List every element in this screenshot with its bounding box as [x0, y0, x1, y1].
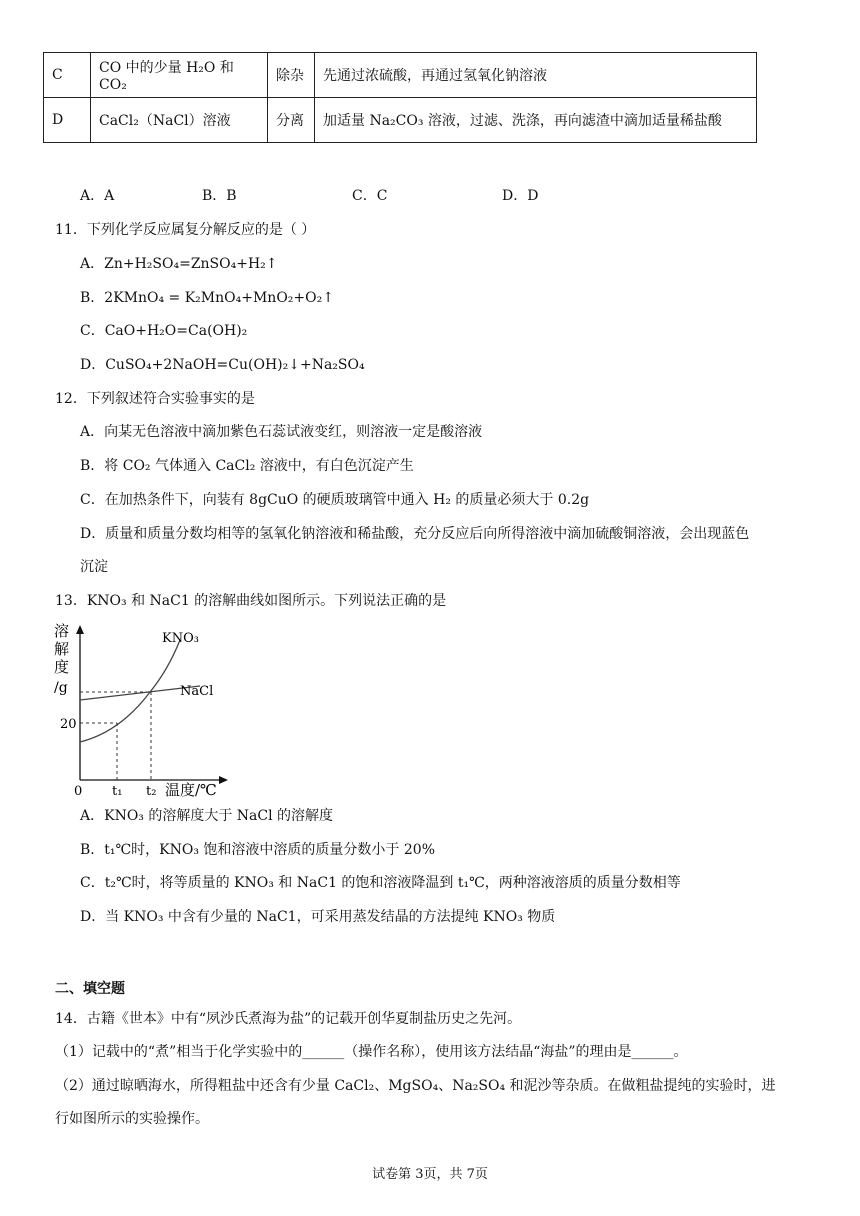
y-label-2: 解 — [54, 640, 70, 658]
q13-option-c: C．t₂℃时，将等质量的 KNO₃ 和 NaC1 的饱和溶液降温到 t₁℃，两种溶液溶质的质量分数相等 — [80, 875, 681, 891]
q12-option-d: D．质量和质量分数均相等的氢氧化钠溶液和稀盐酸，充分反应后向所得溶液中滴加硫酸铜溶液，会出现蓝色 — [80, 526, 750, 542]
table-row — [44, 98, 757, 143]
q11-option-d: D．CuSO₄+2NaOH=Cu(OH)₂↓+Na₂SO₄ — [80, 357, 365, 373]
row-method: 加适量 Na₂CO₃ 溶液，过滤、洗涤，再向滤渣中滴加适量稀盐酸 — [315, 98, 757, 143]
q14-part2: （2）通过晾晒海水，所得粗盐中还含有少量 CaCl₂、MgSO₄、Na₂SO₄ 和泥沙等杂质。在做粗盐提纯的实验时，进 — [55, 1078, 776, 1094]
q13-option-d: D．当 KNO₃ 中含有少量的 NaC1，可采用蒸发结晶的方法提纯 KNO₃ 物质 — [80, 909, 556, 925]
row-purpose: 除杂 — [268, 53, 315, 98]
q11-option-c: C．CaO+H₂O=Ca(OH)₂ — [80, 323, 248, 339]
row-letter: C — [44, 53, 91, 98]
row-letter: D — [44, 98, 91, 143]
origin-label: 0 — [74, 784, 83, 799]
experiment-table — [43, 52, 757, 143]
nacl-label: NaCl — [180, 684, 214, 699]
y-label-3: 度 — [54, 658, 70, 676]
q11-option-b: B．2KMnO₄ = K₂MnO₄+MnO₂+O₂↑ — [80, 290, 334, 306]
row-method: 先通过浓硫酸，再通过氢氧化钠溶液 — [315, 53, 757, 98]
table-row — [44, 53, 757, 98]
q10-option-c: C．C — [352, 188, 388, 204]
q10-option-b: B．B — [202, 188, 237, 204]
solubility-graph — [50, 620, 230, 800]
kno3-curve — [80, 640, 180, 742]
q14-part2-cont: 行如图所示的实验操作。 — [55, 1111, 209, 1127]
x-axis-label: 温度/℃ — [165, 781, 217, 799]
q12-option-a: A．向某无色溶液中滴加紫色石蕊试液变红，则溶液一定是酸溶液 — [80, 424, 483, 440]
t1-label: t₁ — [112, 784, 123, 799]
page-footer: 试卷第 3页，共 7页 — [372, 1167, 488, 1182]
q11-stem: 11．下列化学反应属复分解反应的是（ ） — [55, 222, 316, 238]
q14-stem: 14．古籍《世本》中有“夙沙氏煮海为盐”的记载开创华夏制盐历史之先河。 — [55, 1011, 522, 1027]
q12-stem: 12．下列叙述符合实验事实的是 — [55, 391, 255, 407]
q10-option-d: D．D — [502, 188, 539, 204]
q12-option-c: C．在加热条件下，向装有 8gCuO 的硬质玻璃管中通入 H₂ 的质量必须大于 0.2g — [80, 492, 590, 508]
y-label-1: 溶 — [54, 622, 70, 640]
q12-option-d-cont: 沉淀 — [80, 559, 108, 575]
y-tick-20: 20 — [60, 717, 77, 732]
q14-part1: （1）记载中的“煮”相当于化学实验中的______（操作名称），使用该方法结晶“海盐”的理由是______。 — [55, 1044, 688, 1060]
q13-stem: 13．KNO₃ 和 NaC1 的溶解曲线如图所示。下列说法正确的是 — [55, 593, 447, 609]
q13-option-a: A．KNO₃ 的溶解度大于 NaCl 的溶解度 — [80, 808, 334, 824]
q12-option-b: B．将 CO₂ 气体通入 CaCl₂ 溶液中，有白色沉淀产生 — [80, 458, 414, 474]
q10-option-a: A．A — [80, 188, 115, 204]
row-substance: CO 中的少量 H₂O 和 CO₂ — [91, 53, 268, 98]
q13-option-b: B．t₁℃时，KNO₃ 饱和溶液中溶质的质量分数小于 20% — [80, 842, 436, 858]
section-heading: 二、填空题 — [55, 981, 125, 997]
q11-option-a: A．Zn+H₂SO₄=ZnSO₄+H₂↑ — [80, 256, 278, 272]
row-substance: CaCl₂（NaCl）溶液 — [91, 98, 268, 143]
y-label-4: /g — [54, 680, 68, 696]
row-purpose: 分离 — [268, 98, 315, 143]
t2-label: t₂ — [146, 784, 157, 799]
kno3-label: KNO₃ — [162, 631, 199, 646]
